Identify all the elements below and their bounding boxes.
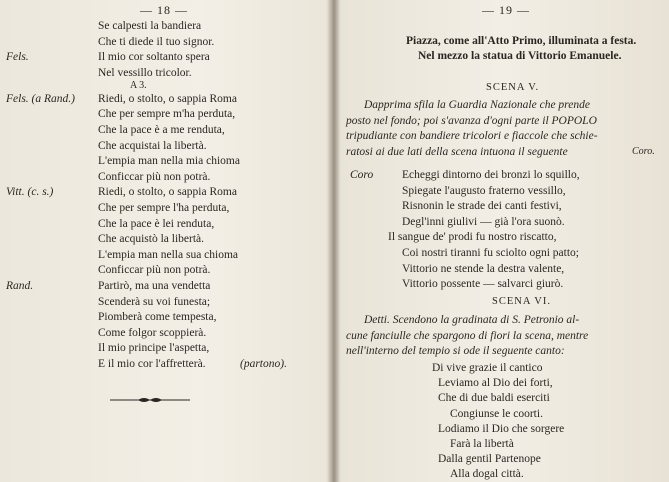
chorus-line: Coi nostri tiranni fu sciolto ogni patto;	[402, 247, 579, 259]
setting-heading-2: Nel mezzo la statua di Vittorio Emanuele.	[418, 50, 622, 62]
stage-direction-line: tripudiante con bandiere tricolori e fiaccole che schie-	[346, 130, 598, 143]
stage-direction-line: nell'interno del tempio si ode il seguente canto:	[346, 345, 565, 358]
speaker-label: Fels.	[6, 51, 29, 64]
right-page	[336, 0, 669, 482]
verse-line: Conficcar più non potrà.	[98, 264, 211, 277]
chorus-line: Degl'inni giulivi — già l'ora suonò.	[402, 215, 565, 228]
verse-line: E il mio cor l'affretterà.	[98, 358, 206, 370]
verse-line: Che ti diede il tuo signor.	[98, 35, 215, 48]
verse-line: Scenderà su voi funesta;	[98, 295, 211, 308]
song-line: Di vive grazie il cantico	[432, 362, 543, 374]
verse-line: Conficcar più non potrà.	[98, 170, 211, 183]
stage-direction-line: cune fanciulle che spargono di fiori la scena, mentre	[346, 329, 589, 342]
chorus-line: Risnonin le strade dei canti festivi,	[402, 200, 562, 213]
verse-line: Nel vessillo tricolor.	[98, 66, 192, 79]
verse-line: Se calpesti la bandiera	[98, 20, 202, 32]
stage-direction-line: Detti. Scendono la gradinata di S. Petronio al-	[364, 314, 580, 326]
song-line: Lodiamo il Dio che sorgere	[438, 422, 565, 435]
chorus-line: Il sangue de' prodi fu nostro riscatto,	[388, 231, 557, 244]
song-line: Alla dogal città.	[450, 468, 524, 481]
verse-line: Come folgor scoppierà.	[98, 326, 207, 339]
speaker-label: Rand.	[6, 280, 34, 292]
verse-line: Che acquistai la libertà.	[98, 139, 207, 152]
verse-line: Riedi, o stolto, o sappia Roma	[98, 186, 237, 199]
chorus-line: Vittorio possente — salvarci giurò.	[402, 278, 564, 291]
setting-heading-1: Piazza, come all'Atto Primo, illuminata a festa.	[406, 35, 637, 47]
stage-direction-line: Dapprima sfila la Guardia Nazionale che prende	[364, 99, 590, 111]
chorus-line: Vittorio ne stende la destra valente,	[402, 262, 565, 275]
verse-line: Il mio principe l'aspetta,	[98, 342, 210, 355]
speaker-label: Fels. (a Rand.)	[6, 92, 75, 105]
song-line: Congiunse le coorti.	[450, 407, 543, 420]
song-line: Farà la libertà	[450, 438, 514, 450]
scene-6-title: SCENA VI.	[492, 296, 551, 307]
chorus-line: Echeggi dintorno dei bronzi lo squillo,	[402, 169, 580, 181]
chorus-line: Spiegate l'augusto fraterno vessillo,	[402, 184, 566, 197]
song-line: Leviamo al Dio dei forti,	[438, 377, 553, 390]
left-page-number: — 18 —	[140, 3, 188, 17]
stage-direction: (partono).	[240, 358, 287, 370]
ornament-divider-icon	[110, 396, 190, 404]
verse-line: Il mio cor soltanto spera	[98, 51, 210, 64]
verse-line: Che la pace è a me renduta,	[98, 124, 225, 136]
song-line: Dalla gentil Partenope	[438, 453, 541, 466]
verse-line: L'empia man nella mia chioma	[98, 155, 240, 168]
right-page-number: — 19 —	[482, 3, 530, 17]
verse-line: Piomberà come tempesta,	[98, 311, 217, 324]
scene-5-direction-end: Coro.	[632, 146, 655, 157]
chorus-speaker: Coro	[350, 169, 374, 181]
verse-line: Che per sempre l'ha perduta,	[98, 202, 230, 214]
verse-line: Che per sempre m'ha perduta,	[98, 108, 236, 121]
scene-5-title: SCENA V.	[486, 82, 540, 93]
verse-line: Riedi, o stolto, o sappia Roma	[98, 92, 237, 105]
left-page	[0, 0, 330, 482]
song-line: Che di due baldi eserciti	[438, 392, 550, 405]
verse-line: Partirò, ma una vendetta	[98, 280, 211, 292]
speaker-label: Vitt. (c. s.)	[6, 186, 54, 199]
verse-line: Che la pace è lei renduta,	[98, 217, 215, 230]
verse-line: Che acquistò la libertà.	[98, 233, 205, 246]
stage-direction-line: ratosi ai due lati della scena intuona il seguente	[346, 145, 568, 158]
verse-line: A 3.	[130, 79, 147, 91]
verse-line: L'empia man nella sua chioma	[98, 248, 239, 261]
stage-direction-line: posto nel fondo; poi s'avanza d'ogni parte il POPOLO	[346, 114, 597, 127]
